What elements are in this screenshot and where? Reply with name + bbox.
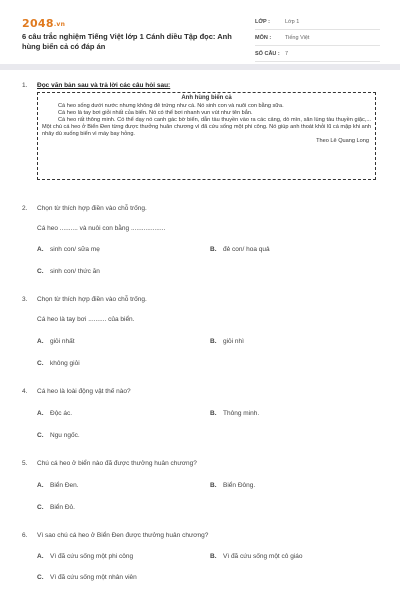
option-text: Vì đã cứu sống một phi công bbox=[50, 553, 134, 560]
option-a[interactable] bbox=[37, 482, 79, 489]
question-number: 6. bbox=[22, 532, 28, 539]
option-text: Ngu ngốc. bbox=[50, 432, 80, 439]
option-c[interactable] bbox=[37, 268, 100, 275]
option-a[interactable] bbox=[37, 338, 75, 345]
option-text: đẻ con/ hoa quả bbox=[223, 246, 270, 253]
option-b[interactable] bbox=[210, 410, 259, 417]
option-text: Độc ác. bbox=[50, 410, 73, 417]
option-text: Vì đã cứu sống một nhân viên bbox=[50, 574, 137, 581]
option-text: sinh con/ thức ăn bbox=[50, 268, 100, 275]
logo-suffix: .vn bbox=[53, 21, 66, 28]
meta-table bbox=[255, 14, 380, 62]
meta-label: MÔN : bbox=[255, 34, 272, 41]
passage-paragraph: Cá heo rất thông minh. Có thể dạy nó canh gác bờ biển, dẫn tàu thuyền vào ra các cảng, dò mìn, săn lùng tàu thuyền giặc,... Một chú cá heo ở Biển Đen từng được thưởng huân chương vì đã cứu sống một phi công. Nó giúp anh thoát khỏi lũ cá mập khi anh nhảy dù xuống biển vì máy bay hỏng. bbox=[42, 116, 371, 137]
question-prompt: Cá heo là tay bơi .......... của biển. bbox=[37, 316, 135, 323]
passage-paragraph: Cá heo là tay bơi giỏi nhất của biển. Nó có thể bơi nhanh vun vút như tên bắn. bbox=[58, 109, 253, 116]
question-number: 5. bbox=[22, 460, 28, 467]
option-letter: C. bbox=[37, 504, 44, 511]
logo-text: 2048 bbox=[22, 17, 54, 30]
question-text: Chú cá heo ở biển nào đã được thưởng huân chương? bbox=[37, 460, 197, 467]
question-text: Đọc văn bản sau và trả lời các câu hỏi sau: bbox=[37, 82, 171, 89]
option-letter: B. bbox=[210, 553, 217, 560]
option-letter: A. bbox=[37, 553, 44, 560]
meta-row-subject bbox=[255, 30, 380, 46]
option-c[interactable] bbox=[37, 504, 75, 511]
page-title: 6 câu trắc nghiệm Tiếng Việt lớp 1 Cánh diều Tập đọc: Anh hùng biển cả có đáp án bbox=[22, 32, 232, 51]
option-text: Biển Đỏ. bbox=[50, 504, 75, 511]
question-number: 2. bbox=[22, 205, 28, 212]
option-text: giỏi nhất bbox=[50, 338, 75, 345]
option-text: Vì đã cứu sống một cô giáo bbox=[223, 553, 303, 560]
option-letter: A. bbox=[37, 338, 44, 345]
question-number: 3. bbox=[22, 296, 28, 303]
option-text: Biển Đen. bbox=[50, 482, 79, 489]
question-number: 1. bbox=[22, 82, 28, 89]
question-text: Vì sao chú cá heo ở Biển Đen được thưởng huân chương? bbox=[37, 532, 209, 539]
option-c[interactable] bbox=[37, 360, 80, 367]
question-prompt: Cá heo .......... và nuôi con bằng ................... bbox=[37, 225, 166, 232]
option-a[interactable] bbox=[37, 246, 100, 253]
option-a[interactable] bbox=[37, 553, 133, 560]
option-b[interactable] bbox=[210, 338, 244, 345]
option-b[interactable] bbox=[210, 553, 303, 560]
meta-value: 7 bbox=[285, 50, 289, 57]
option-letter: A. bbox=[37, 246, 44, 253]
option-letter: C. bbox=[37, 432, 44, 439]
meta-value: Lớp 1 bbox=[285, 18, 300, 25]
option-letter: B. bbox=[210, 246, 217, 253]
option-text: sinh con/ sữa mẹ bbox=[50, 246, 100, 253]
header bbox=[0, 0, 400, 62]
question-number: 4. bbox=[22, 388, 28, 395]
option-letter: C. bbox=[37, 268, 44, 275]
question-text: Cá heo là loài động vật thế nào? bbox=[37, 388, 131, 395]
passage-author: Theo Lê Quang Long bbox=[316, 138, 369, 145]
reading-passage bbox=[37, 92, 376, 180]
passage-title: Anh hùng biển cả bbox=[181, 95, 232, 101]
option-letter: B. bbox=[210, 338, 217, 345]
option-text: Thông minh. bbox=[223, 410, 260, 417]
option-letter: A. bbox=[37, 482, 44, 489]
option-letter: C. bbox=[37, 360, 44, 367]
option-text: Biển Đông. bbox=[223, 482, 256, 489]
meta-label: SỐ CÂU : bbox=[255, 50, 280, 57]
option-c[interactable] bbox=[37, 574, 137, 581]
header-divider bbox=[0, 64, 400, 70]
question-text: Chọn từ thích hợp điền vào chỗ trống. bbox=[37, 205, 147, 212]
option-c[interactable] bbox=[37, 432, 80, 439]
meta-row-count bbox=[255, 46, 380, 62]
option-letter: B. bbox=[210, 482, 217, 489]
option-letter: A. bbox=[37, 410, 44, 417]
option-text: giỏi nhì bbox=[223, 338, 244, 345]
option-letter: C. bbox=[37, 574, 44, 581]
meta-row-class bbox=[255, 14, 380, 30]
option-b[interactable] bbox=[210, 482, 255, 489]
option-b[interactable] bbox=[210, 246, 270, 253]
option-a[interactable] bbox=[37, 410, 72, 417]
passage-paragraph: Cá heo sống dưới nước nhưng không đẻ trứng như cá. Nó sinh con và nuôi con bằng sữa. bbox=[58, 102, 284, 109]
meta-value: Tiếng Việt bbox=[285, 34, 310, 41]
meta-label: LỚP : bbox=[255, 18, 270, 25]
option-text: không giỏi bbox=[50, 360, 80, 367]
site-logo[interactable] bbox=[22, 17, 65, 30]
option-letter: B. bbox=[210, 410, 217, 417]
question-text: Chọn từ thích hợp điền vào chỗ trống. bbox=[37, 296, 147, 303]
